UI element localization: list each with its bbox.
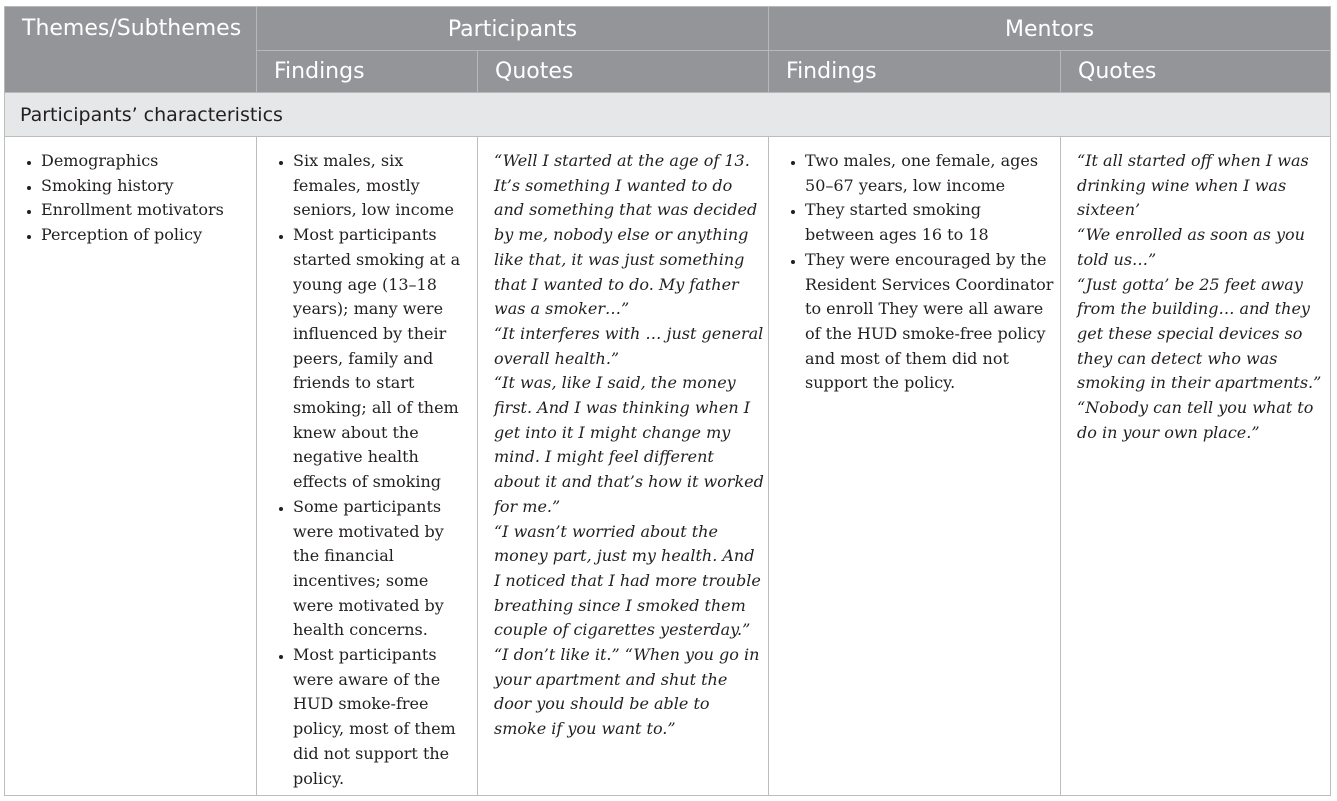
theme-item: • Enrollment motivators (41, 198, 250, 223)
mentor-quote: “Nobody can tell you what to do in your own place.” (1077, 398, 1314, 442)
mentor-finding: • They started smoking between ages 16 to 18 (805, 198, 1054, 247)
participant-findings-cell (257, 137, 478, 796)
participant-finding: • Six males, six females, mostly seniors, low income (293, 149, 471, 223)
theme-item: • Demographics (41, 149, 250, 174)
section-title: Participants’ characteristics (5, 93, 1331, 137)
participant-finding: • Some participants were motivated by the financial incentives; some were motivated by health concerns. (293, 495, 471, 643)
participant-quote: “I wasn’t worried about the money part, just my health. And I noticed that I had more trouble breathing since I smoked them couple of cigarettes yesterday.” (494, 521, 761, 640)
mentor-findings-cell (769, 137, 1061, 796)
header-mentor-quotes: Quotes (1061, 51, 1331, 93)
mentor-quote: “Just gotta’ be 25 feet away from the building… and they get these special devices so they can detect who was smoking in their apartments.” (1077, 274, 1322, 393)
header-themes: Themes/Subthemes (5, 7, 257, 93)
mentor-finding: • They were encouraged by the Resident Services Coordinator to enroll They were all aware of the HUD smoke-free policy and most of them did not support the policy. (805, 248, 1054, 396)
participant-quote: “I don’t like it.” “When you go in your apartment and shut the door you should be able to smoke if you want to.” (494, 645, 760, 739)
mentor-quote: “We enrolled as soon as you told us…” (1077, 225, 1305, 269)
header-participants: Participants (257, 7, 769, 51)
participant-finding: • Most participants started smoking at a young age (13–18 years); many were influenced by their peers, family and friends to start smoking; all of them knew about the negative health effects of smoking (293, 223, 471, 495)
mentor-quote: “It all started off when I was drinking wine when I was sixteen’ (1077, 151, 1309, 220)
theme-item: • Perception of policy (41, 223, 250, 248)
participant-quotes-cell (478, 137, 769, 796)
participant-quote: “It interferes with … just general overall health.” (494, 323, 764, 368)
mentor-finding: • Two males, one female, ages 50–67 years, low income (805, 149, 1054, 198)
header-mentors: Mentors (769, 7, 1331, 51)
participant-quote: “Well I started at the age of 13. It’s something I wanted to do and something that was decided by me, nobody else or anything like that, it was just something that I wanted to do. My father was a smoker…” (494, 151, 758, 319)
findings-table (4, 6, 1331, 796)
mentor-quotes-cell (1061, 137, 1331, 796)
themes-cell (5, 137, 257, 796)
header-participant-quotes: Quotes (478, 51, 769, 93)
participant-quote: “It was, like I said, the money first. And I was thinking when I get into it I might change my mind. I might feel different about it and that’s how it worked for me.” (494, 373, 764, 516)
header-participant-findings: Findings (257, 51, 478, 93)
participant-finding: • Most participants were aware of the HUD smoke-free policy, most of them did not support the policy. (293, 643, 471, 791)
header-mentor-findings: Findings (769, 51, 1061, 93)
theme-item: • Smoking history (41, 174, 250, 199)
